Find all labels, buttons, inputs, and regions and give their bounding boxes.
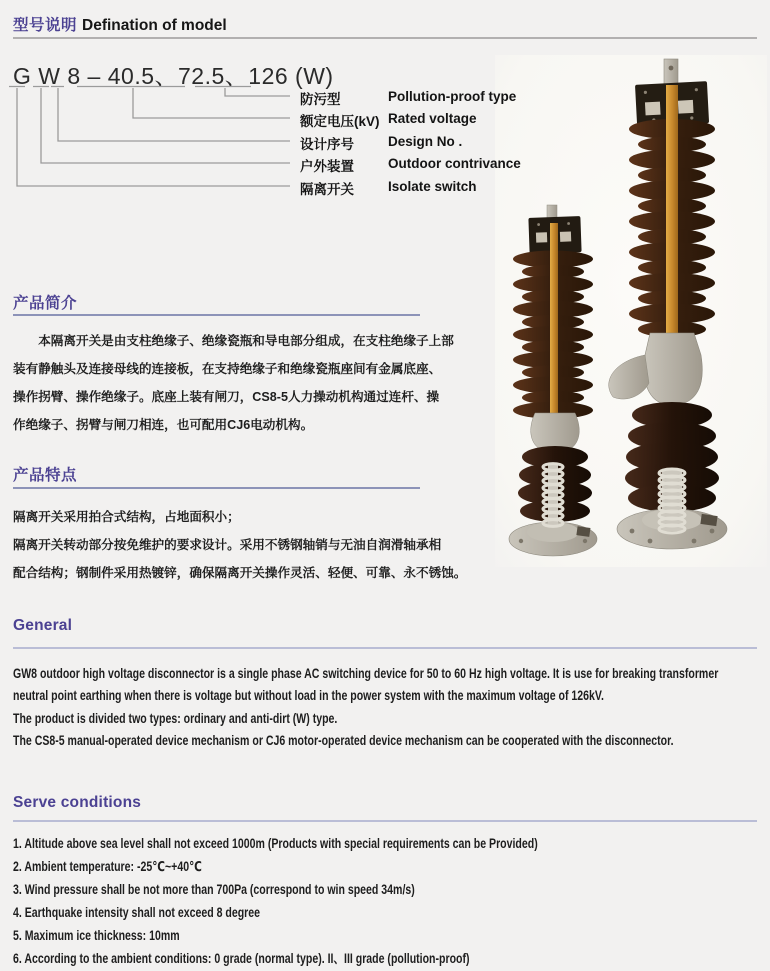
features-line: 隔离开关转动部分按免维护的要求设计。采用不锈钢轴销与无油自润滑轴承相	[13, 538, 442, 552]
intro-paragraph	[13, 327, 483, 439]
model-label-row-voltage	[300, 110, 755, 127]
features-line: 配合结构；钢制件采用热镀锌，确保隔离开关操作灵活、轻便、可靠、永不锈蚀。	[13, 566, 467, 580]
model-label-en: Design No .	[388, 134, 463, 149]
intro-line: 操作拐臂、操作绝缘子。底座上装有闸刀，CS8-5人力操动机构通过连杆、操	[13, 390, 440, 404]
title-rule	[13, 37, 757, 39]
model-label-row-pollution	[300, 88, 755, 105]
general-rule	[13, 647, 757, 649]
serve-condition-item: 1. Altitude above sea level shall not exceed 1000m (Products with special requirements can be Provided)	[13, 836, 538, 851]
general-paragraph: The CS8-5 manual-operated device mechanism or CJ6 motor-operated device mechanism can be cooperated with the disconnector.	[13, 733, 674, 749]
page-title-zh: 型号说明	[13, 17, 78, 34]
general-paragraph: The product is divided two types: ordinary and anti-dirt (W) type.	[13, 710, 338, 726]
serve-condition-item: 2. Ambient temperature: -25℃~+40℃	[13, 859, 202, 875]
model-label-zh: 额定电压(kV)	[300, 114, 380, 129]
page-title-en: Defination of model	[82, 17, 227, 34]
model-code: G W 8 – 40.5、72.5、126 (W)	[13, 63, 334, 89]
model-label-en: Outdoor contrivance	[388, 156, 521, 171]
intro-line: 本隔离开关是由支柱绝缘子、绝缘瓷瓶和导电部分组成，在支柱绝缘子上部	[38, 334, 454, 348]
model-label-zh: 设计序号	[300, 137, 354, 152]
page-title	[13, 13, 227, 35]
features-rule	[13, 487, 420, 489]
serve-condition-item: 3. Wind pressure shall be not more than 700Pa (correspond to win speed 34m/s)	[13, 882, 415, 898]
model-label-row-outdoor	[300, 155, 755, 172]
model-label-zh: 防污型	[300, 92, 341, 107]
serve-rule	[13, 820, 757, 822]
serve-heading: Serve conditions	[13, 794, 142, 811]
serve-conditions-list	[13, 832, 756, 971]
model-label-row-design	[300, 133, 755, 150]
intro-line: 作绝缘子、拐臂与闸刀相连，也可配用CJ6电动机构。	[13, 418, 314, 432]
model-label-row-isolate	[300, 178, 755, 195]
model-label-zh: 隔离开关	[300, 182, 354, 197]
product-photo	[495, 55, 767, 567]
general-paragraph: GW8 outdoor high voltage disconnector is a single phase AC switching device for 50 to 60 Hz high voltage. It is use for breaking transformer neutral point earthing when there is voltage but without load in the power system with the maximum voltage of 126kV.	[13, 666, 719, 704]
serve-condition-item: 6. According to the ambient conditions: 0 grade (normal type). II、III grade (pollution-proof)	[13, 951, 470, 967]
model-label-zh: 户外装置	[300, 159, 354, 174]
intro-rule	[13, 314, 420, 316]
intro-heading: 产品简介	[13, 295, 78, 312]
model-label-en: Isolate switch	[388, 179, 477, 194]
features-paragraph	[13, 503, 483, 587]
model-label-en: Pollution-proof type	[388, 89, 517, 104]
general-heading: General	[13, 617, 73, 634]
general-paragraphs	[13, 663, 756, 753]
serve-condition-item: 5. Maximum ice thickness: 10mm	[13, 928, 180, 944]
features-line: 隔离开关采用拍合式结构，占地面积小；	[13, 510, 240, 524]
features-heading: 产品特点	[13, 467, 78, 484]
serve-condition-item: 4. Earthquake intensity shall not exceed 8 degree	[13, 905, 261, 921]
model-label-en: Rated voltage	[388, 111, 477, 126]
intro-line: 装有静触头及连接母线的连接板，在支持绝缘子和绝缘瓷瓶座间有金属底座、	[13, 362, 442, 376]
